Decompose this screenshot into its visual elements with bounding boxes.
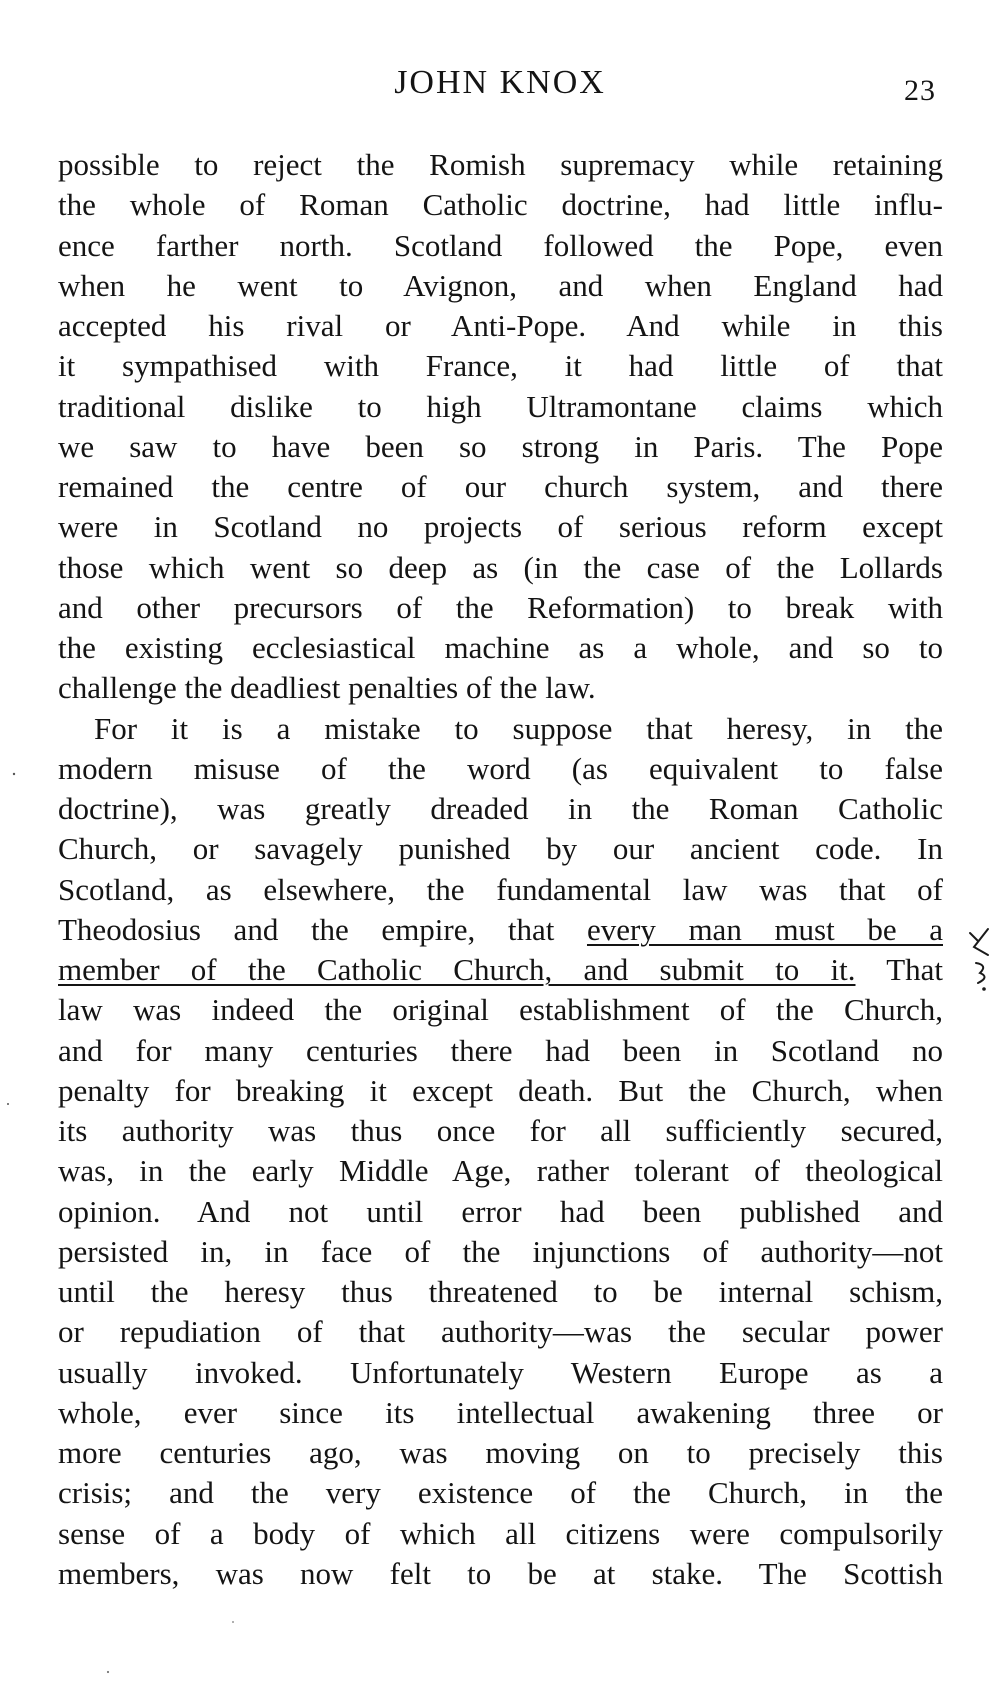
running-title: JOHN KNOX	[394, 64, 606, 101]
text-line: crisis; and the very existence of the Church, in the	[58, 1475, 943, 1511]
text-line: law was indeed the original establishment of the Church,	[58, 992, 943, 1028]
plain-text: That	[886, 952, 943, 987]
text-line: whole, ever since its intellectual awakening three or	[58, 1394, 943, 1430]
text-line: doctrine), was greatly dreaded in the Roman Catholic	[58, 791, 943, 826]
text-line: and for many centuries there had been in Scotland no	[58, 1032, 943, 1068]
text-line: ence farther north. Scotland followed the Pope, even	[58, 227, 943, 263]
text-line: possible to reject the Romish supremacy while retaining	[58, 147, 943, 182]
handwritten-margin-mark	[966, 925, 996, 995]
text-line: was, in the early Middle Age, rather tolerant of theological	[58, 1153, 943, 1189]
text-line: accepted his rival or Anti-Pope. And while in this	[58, 308, 943, 343]
paragraph-1	[58, 145, 943, 709]
text-line: or repudiation of that authority—was the secular power	[58, 1314, 943, 1350]
text-line: For it is a mistake to suppose that heresy, in the	[94, 710, 943, 746]
text-line: sense of a body of which all citizens were compulsorily	[58, 1515, 943, 1551]
text-line: persisted in, in face of the injunctions of authority—not	[58, 1233, 943, 1269]
underlined-line-a	[58, 910, 943, 950]
text-line: members, was now felt to be at stake. The Scottish	[58, 1555, 943, 1591]
text-line: modern misuse of the word (as equivalent to false	[58, 750, 943, 786]
text-line: traditional dislike to high Ultramontane claims which	[58, 388, 943, 424]
text-line: those which went so deep as (in the case of the Lollards	[58, 549, 943, 585]
plain-text: Theodosius and the empire, that	[58, 911, 555, 947]
text-line: the existing ecclesiastical machine as a whole, and so to	[58, 630, 943, 665]
text-line: we saw to have been so strong in Paris. The Pope	[58, 428, 943, 464]
page-number: 23	[904, 74, 936, 107]
text-line: the whole of Roman Catholic doctrine, had little influ-	[58, 187, 943, 223]
text-line: Scotland, as elsewhere, the fundamental law was that of	[58, 871, 943, 907]
running-header	[0, 64, 1000, 114]
text-line: penalty for breaking it except death. But the Church, when	[58, 1072, 943, 1108]
text-line: usually invoked. Unfortunately Western Europe as a	[58, 1354, 943, 1390]
paragraph-2	[58, 709, 943, 1595]
text-line: remained the centre of our church system, and there	[58, 469, 943, 504]
text-line: when he went to Avignon, and when England had	[58, 267, 943, 303]
text-line: opinion. And not until error had been published and	[58, 1193, 943, 1229]
text-line: it sympathised with France, it had little of that	[58, 348, 943, 384]
text-line: more centuries ago, was moving on to precisely this	[58, 1435, 943, 1470]
text-line: and other precursors of the Reformation) to break with	[58, 589, 943, 625]
text-line: until the heresy thus threatened to be internal schism,	[58, 1274, 943, 1309]
body-text	[58, 145, 943, 1594]
text-line: were in Scotland no projects of serious reform except	[58, 509, 943, 545]
text-line: its authority was thus once for all sufficiently secured,	[58, 1113, 943, 1148]
text-line: challenge the deadliest penalties of the law.	[58, 670, 596, 706]
underlined-text: member of the Catholic Church, and submit to it.	[58, 952, 856, 987]
text-line: Church, or savagely punished by our ancient code. In	[58, 831, 943, 867]
underlined-text: every man must be a	[586, 911, 943, 947]
underlined-line-b	[58, 950, 943, 990]
